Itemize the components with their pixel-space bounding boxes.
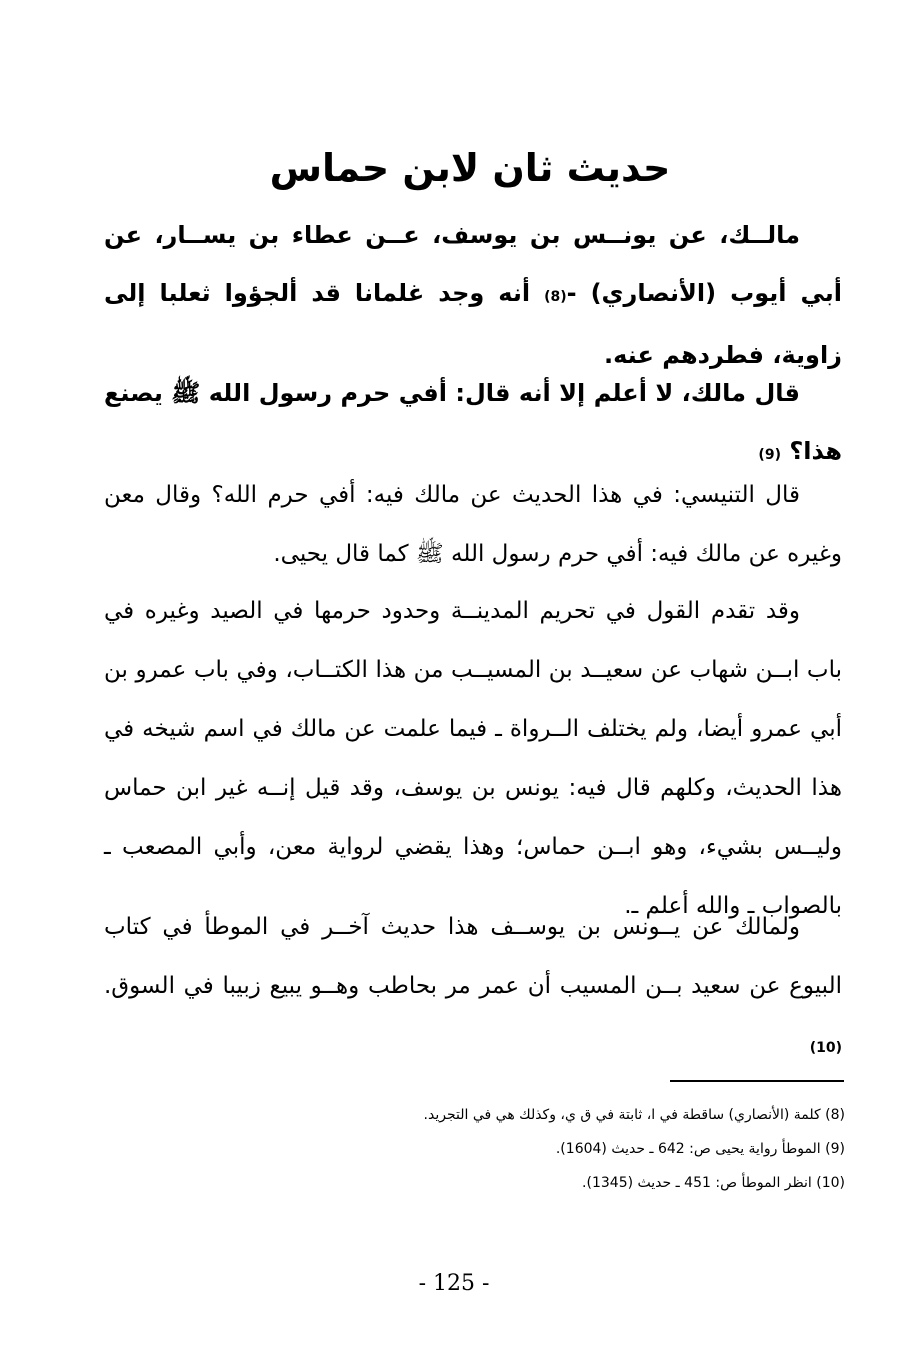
paragraph-text: قال التنيسي: في هذا الحديث عن مالك فيه: أفي حرم الله؟ وقال معن وغيره عن مالك فيه: أفي حرم رسول الله ﷺ كما قال يحيى. xyxy=(104,482,842,567)
paragraph-text-continued: أنه وجد غلمانا قد ألجؤوا ثعلبا إلى زاوية، فطردهم عنه. xyxy=(104,279,842,369)
footnote-item: (8) كلمة (الأنصاري) ساقطة في ا، ثابتة في ق ي، وكذلك هي في التجريد. xyxy=(423,1107,845,1123)
footnote-item: (9) الموطأ رواية يحيى ص: 642 ـ حديث (1604). xyxy=(555,1141,845,1157)
footnote-ref[interactable]: (10) xyxy=(809,1040,842,1056)
paragraph-text: وقد تقدم القول في تحريم المدينــة وحدود حرمها في الصيد وغيره في باب ابــن شهاب عن سعيــد بن المسيــب من هذا الكتــاب، وفي باب عمرو بن أبي عمرو أيضا، ولم يختلف الــرواة ـ فيما علمت عن مالك في اسم شيخه في هذا الحديث، وكلهم قال فيه: يونس بن يوسف، وقد قيل إنــه غير ابن حماس وليــس بشيء، وهو ابــن حماس؛ وهذا يقضي لرواية معن، وأبي المصعب ـ بالصواب ـ والله أعلم ـ. xyxy=(104,598,842,919)
paragraph-text: قال مالك، لا أعلم إلا أنه قال: أفي حرم رسول الله ﷺ يصنع هذا؟ xyxy=(104,379,842,465)
hadith-paragraph xyxy=(104,206,842,384)
footnotes-list xyxy=(300,1098,845,1200)
commentary-paragraph xyxy=(104,582,842,936)
footnote-item: (10) انظر الموطأ ص: 451 ـ حديث (1345). xyxy=(582,1175,845,1191)
page-title: حديث ثان لابن حماس xyxy=(269,146,671,190)
paragraph-text: ولمالك عن يــونس بن يوســف هذا حديث آخــر في الموطأ في كتاب البيوع عن سعيد بــن المسيب أن عمر مر بحاطب وهــو يبيع زبيبا في السوق. xyxy=(104,914,842,999)
paragraph-text: مالــك، عن يونــس بن يوسف، عــن عطاء بن يســار، عن أبي أيوب (الأنصاري) - xyxy=(104,221,842,307)
footnote-ref[interactable]: (9) xyxy=(758,447,781,463)
page-number: - 125 - xyxy=(418,1271,490,1296)
commentary-paragraph xyxy=(104,466,842,584)
footnote-divider xyxy=(670,1080,844,1082)
commentary-paragraph xyxy=(104,898,842,1078)
footnote-ref[interactable]: (8) xyxy=(544,289,567,305)
